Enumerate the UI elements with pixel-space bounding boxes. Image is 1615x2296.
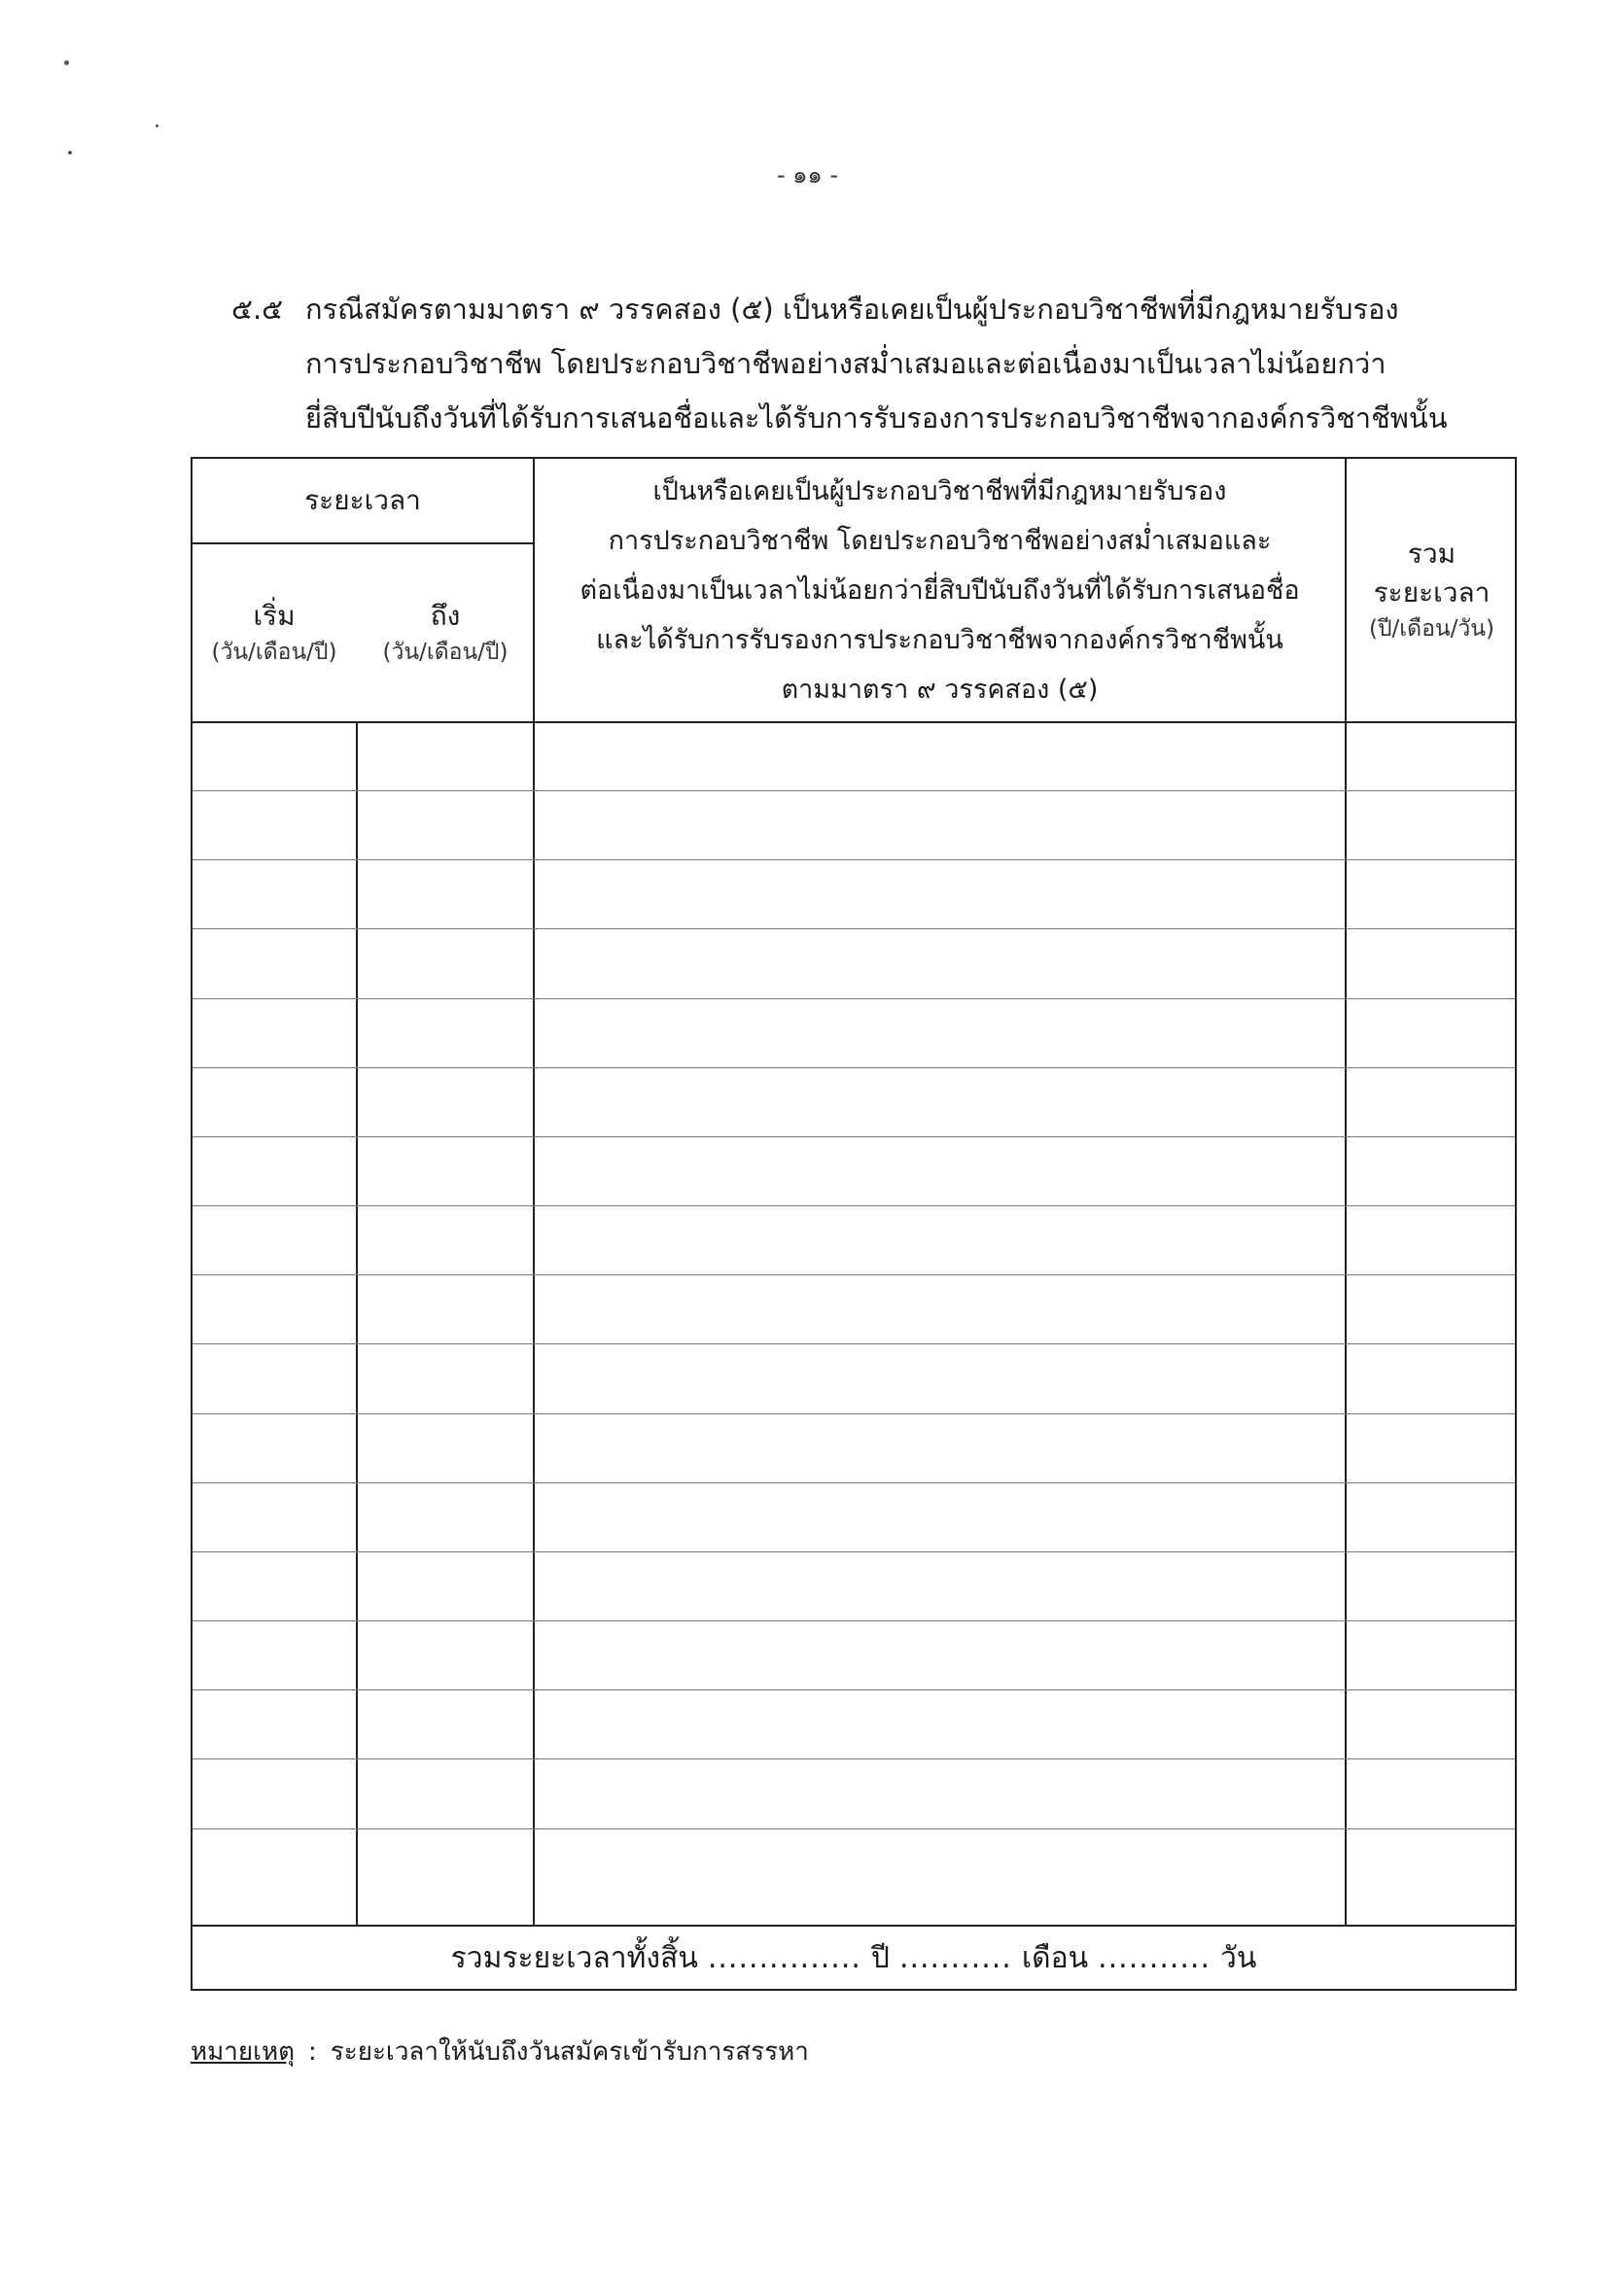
scan-speck xyxy=(68,151,72,155)
end-date-header xyxy=(358,544,533,721)
description-line: เป็นหรือเคยเป็นผู้ประกอบวิชาชีพที่มีกฎหมายรับรอง xyxy=(652,475,1227,506)
section-text-line-1: กรณีสมัครตามมาตรา ๙ วรรคสอง (๕) เป็นหรือเคยเป็นผู้ประกอบวิชาชีพที่มีกฎหมายรับรอง xyxy=(305,293,1399,326)
scan-speck xyxy=(64,60,69,65)
total-header-line-2: ระยะเวลา xyxy=(1373,576,1491,609)
employment-period-table xyxy=(191,457,1517,1991)
table-row-line xyxy=(193,859,1515,860)
months-blank[interactable]: ........... xyxy=(898,1940,1012,1975)
total-period-header xyxy=(1347,459,1517,721)
years-blank[interactable]: ............... xyxy=(707,1940,861,1975)
note-separator: : xyxy=(308,2037,317,2067)
table-row-line xyxy=(193,1343,1515,1344)
table-row-line xyxy=(193,1413,1515,1414)
period-header-label: ระยะเวลา xyxy=(304,484,421,516)
table-row-line xyxy=(193,998,1515,999)
description-header xyxy=(535,459,1345,721)
grand-total-row xyxy=(193,1925,1515,1991)
header-bottom-line xyxy=(193,721,1515,723)
section-number: ๕.๕ xyxy=(231,293,284,326)
table-row-line xyxy=(193,928,1515,929)
table-row-line xyxy=(193,1689,1515,1690)
table-row-line xyxy=(193,1551,1515,1552)
table-row-line xyxy=(193,1758,1515,1759)
table-row-line xyxy=(193,1136,1515,1137)
note-text: ระยะเวลาให้นับถึงวันสมัครเข้ารับการสรรหา xyxy=(330,2037,809,2067)
period-header xyxy=(193,459,533,542)
table-row-line xyxy=(193,1205,1515,1206)
table-row-line xyxy=(193,790,1515,791)
start-date-label: เริ่ม xyxy=(253,600,296,632)
footnote xyxy=(191,2032,809,2071)
total-format: (ปี/เดือน/วัน) xyxy=(1368,616,1494,642)
table-row-line xyxy=(193,1482,1515,1483)
table-row-line xyxy=(193,1274,1515,1275)
end-date-format: (วัน/เดือน/ปี) xyxy=(382,640,509,665)
description-line: ต่อเนื่องมาเป็นเวลาไม่น้อยกว่ายี่สิบปีนับถึงวันที่ได้รับการเสนอชื่อ xyxy=(579,574,1300,606)
end-date-label: ถึง xyxy=(430,600,461,632)
years-unit: ปี xyxy=(870,1940,890,1975)
description-line: การประกอบวิชาชีพ โดยประกอบวิชาชีพอย่างสม่ำเสมอและ xyxy=(608,525,1272,556)
grand-total-label: รวมระยะเวลาทั้งสิ้น xyxy=(450,1940,698,1975)
table-row-line xyxy=(193,1620,1515,1621)
scan-speck xyxy=(156,124,158,127)
months-unit: เดือน xyxy=(1021,1940,1089,1975)
section-text-line-3: ยี่สิบปีนับถึงวันที่ได้รับการเสนอชื่อและได้รับการรับรองการประกอบวิชาชีพจากองค์กรวิชาชีพนั้น xyxy=(305,401,1448,435)
start-date-format: (วัน/เดือน/ปี) xyxy=(211,640,337,665)
section-text-line-2: การประกอบวิชาชีพ โดยประกอบวิชาชีพอย่างสม่ำเสมอและต่อเนื่องมาเป็นเวลาไม่น้อยกว่า xyxy=(305,347,1387,380)
start-date-header xyxy=(193,544,356,721)
column-divider xyxy=(356,721,358,1925)
table-row-line xyxy=(193,1067,1515,1068)
days-blank[interactable]: ........... xyxy=(1098,1940,1211,1975)
table-row-line xyxy=(193,1828,1515,1829)
total-header-line-1: รวม xyxy=(1407,538,1457,570)
days-unit: วัน xyxy=(1220,1940,1257,1975)
section-5-5 xyxy=(231,282,1515,445)
section-line-1 xyxy=(231,282,1515,336)
description-line: และได้รับการรับรองการประกอบวิชาชีพจากองค์กรวิชาชีพนั้น xyxy=(596,624,1283,655)
note-label: หมายเหตุ xyxy=(191,2037,296,2067)
description-line: ตามมาตรา ๙ วรรคสอง (๕) xyxy=(781,674,1099,705)
page-number: - ๑๑ - xyxy=(776,161,839,189)
